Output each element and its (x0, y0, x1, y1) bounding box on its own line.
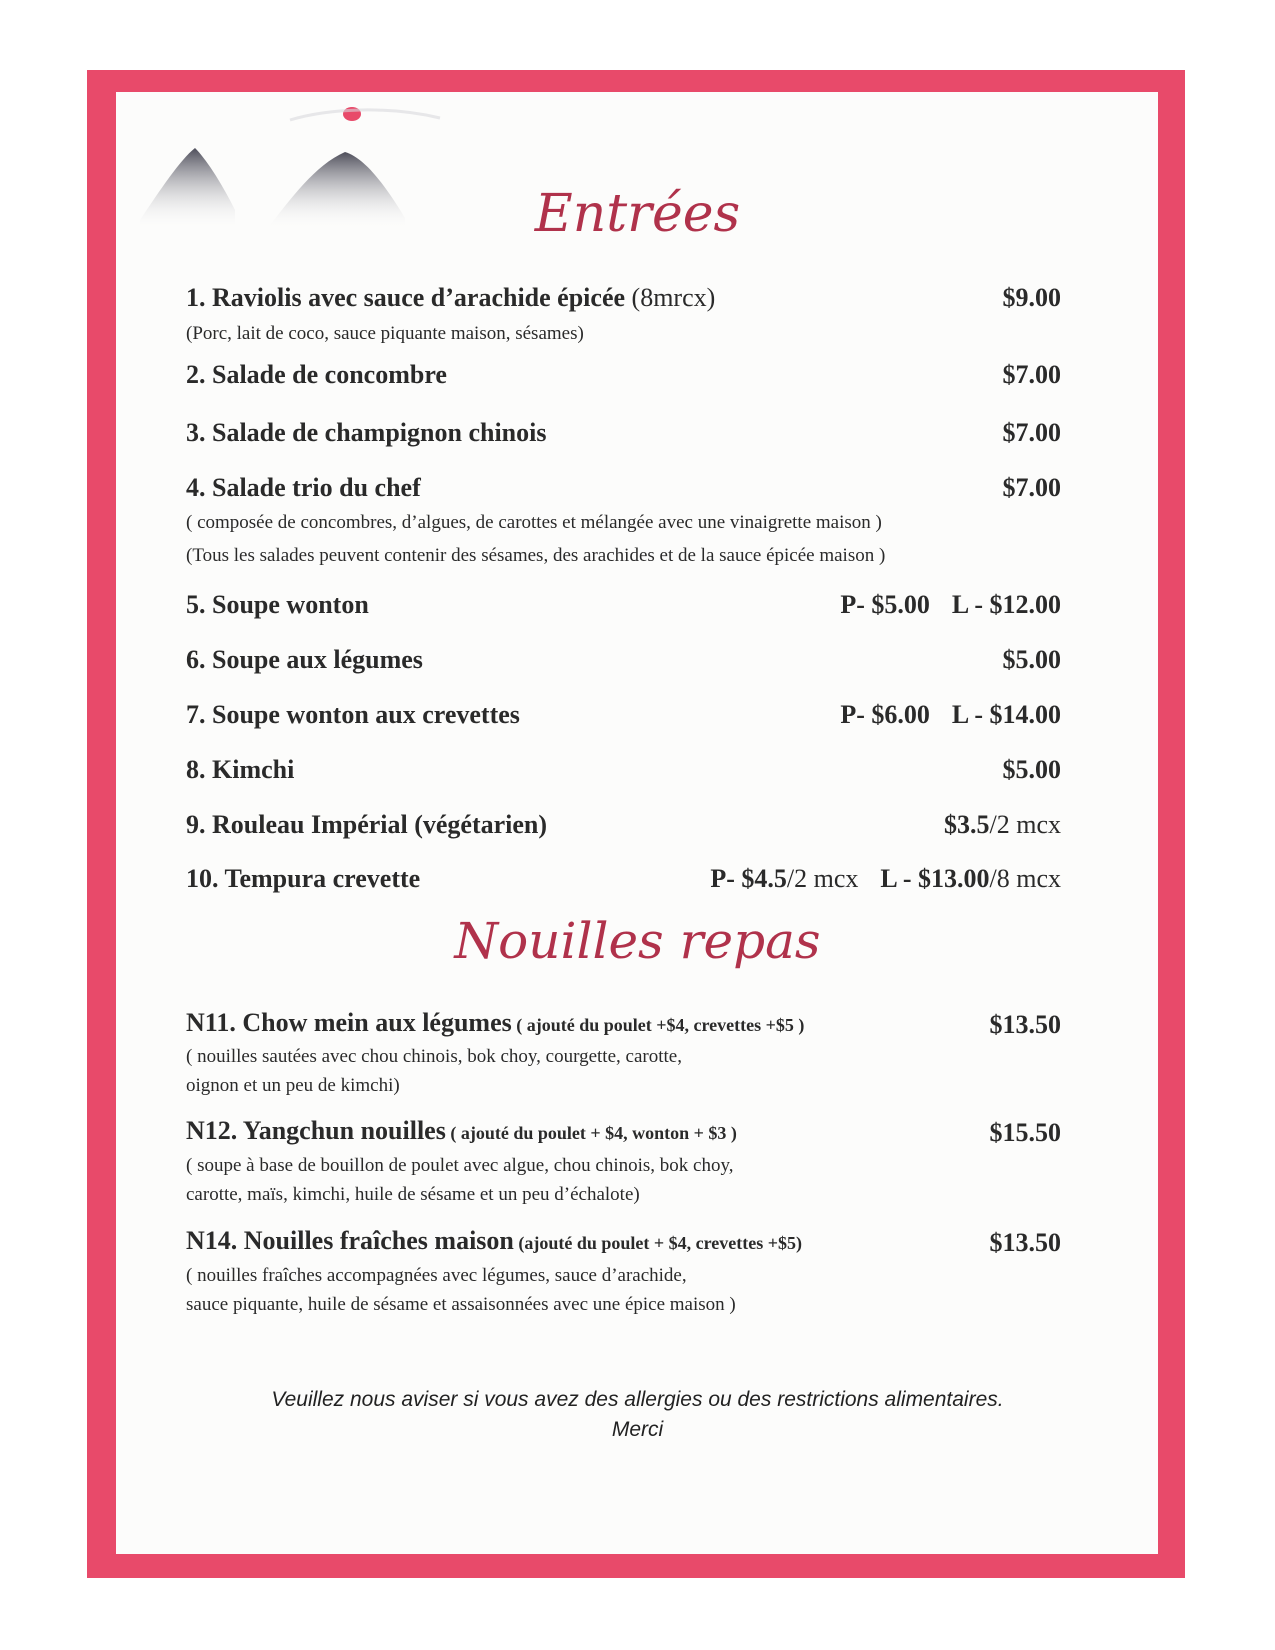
item-description: ( nouilles sautées avec chou chinois, bok choy, courgette, carotte, (186, 1046, 682, 1067)
item-name: 8. Kimchi (186, 755, 295, 784)
section-title-entrees: Entrées (534, 184, 741, 244)
item-price: $3.5 (944, 810, 990, 839)
item-unit-small: /2 mcx (786, 864, 859, 893)
menu-item (186, 645, 1061, 679)
item-price: $7.00 (1002, 360, 1061, 389)
item-description: (Porc, lait de coco, sauce piquante maison, sésames) (186, 323, 584, 344)
menu-item (186, 755, 1061, 789)
item-name: N14. Nouilles fraîches maison (186, 1226, 514, 1255)
item-price-large: L - $12.00 (951, 590, 1061, 619)
menu-item (186, 700, 1061, 734)
item-name: 4. Salade trio du chef (186, 473, 421, 502)
item-price: $13.50 (989, 1010, 1061, 1039)
item-price-large: L - $14.00 (951, 700, 1061, 729)
menu-item (186, 1116, 1061, 1152)
item-price-large: L - $13.00 (880, 864, 990, 893)
menu-item (186, 360, 1061, 394)
menu-item (186, 864, 1061, 898)
menu-item (186, 283, 1061, 317)
item-name: 6. Soupe aux légumes (186, 645, 423, 674)
menu-item (186, 473, 1061, 507)
item-description: sauce piquante, huile de sésame et assaisonnées avec une épice maison ) (186, 1294, 736, 1315)
item-extras: ( ajouté du poulet +$4, crevettes +$5 ) (511, 1015, 805, 1035)
item-name: 3. Salade de champignon chinois (186, 418, 547, 447)
item-price-small: P- $5.00 (840, 590, 930, 619)
item-name: 9. Rouleau Impérial (végétarien) (186, 810, 548, 839)
item-name: N12. Yangchun nouilles (186, 1116, 446, 1145)
item-price: $15.50 (989, 1118, 1061, 1147)
allergy-footer: Veuillez nous aviser si vous avez des allergies ou des restrictions alimentaires. (271, 1388, 1004, 1411)
item-name: 1. Raviolis avec sauce d’arachide épicée (186, 283, 626, 312)
item-extras: (ajouté du poulet + $4, crevettes +$5) (513, 1233, 803, 1253)
item-name: N11. Chow mein aux légumes (186, 1008, 512, 1037)
menu-item (186, 810, 1061, 844)
item-unit-large: /8 mcx (989, 864, 1061, 893)
allergy-note: (Tous les salades peuvent contenir des sésames, des arachides et de la sauce épicée maison ) (186, 545, 886, 566)
item-name: 5. Soupe wonton (186, 590, 369, 619)
item-name: 2. Salade de concombre (186, 360, 447, 389)
item-price: $7.00 (1002, 473, 1061, 502)
item-description: ( soupe à base de bouillon de poulet avec algue, chou chinois, bok choy, (186, 1155, 734, 1176)
item-name: 7. Soupe wonton aux crevettes (186, 700, 520, 729)
item-price: $9.00 (1002, 283, 1061, 312)
item-extras: ( ajouté du poulet + $4, wonton + $3 ) (445, 1123, 737, 1143)
item-description: ( nouilles fraîches accompagnées avec légumes, sauce d’arachide, (186, 1265, 687, 1286)
item-quantity: (8mrcx) (625, 283, 716, 312)
item-price: $5.00 (1002, 755, 1061, 784)
menu-item (186, 1008, 1061, 1044)
item-price-small: P- $4.5 (710, 864, 787, 893)
menu-item (186, 418, 1061, 452)
item-price: $13.50 (989, 1228, 1061, 1257)
item-name: 10. Tempura crevette (186, 864, 421, 893)
menu-item (186, 1226, 1061, 1262)
item-description: carotte, maïs, kimchi, huile de sésame et un peu d’échalote) (186, 1184, 640, 1205)
menu-item (186, 590, 1061, 624)
thanks-text: Merci (611, 1418, 664, 1441)
item-price: $5.00 (1002, 645, 1061, 674)
item-price-small: P- $6.00 (840, 700, 930, 729)
item-unit: /2 mcx (989, 810, 1061, 839)
item-description: ( composée de concombres, d’algues, de carottes et mélangée avec une vinaigrette maison ) (186, 512, 882, 533)
item-price: $7.00 (1002, 418, 1061, 447)
section-title-nouilles: Nouilles repas (454, 912, 821, 970)
item-description: oignon et un peu de kimchi) (186, 1075, 400, 1096)
